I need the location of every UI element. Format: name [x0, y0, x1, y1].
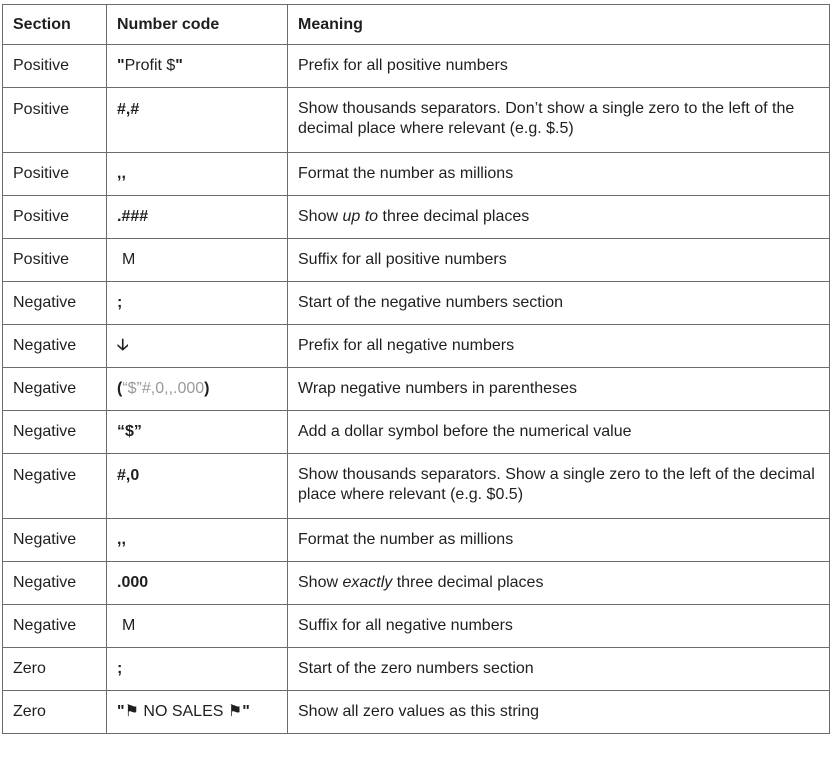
section-cell: Zero: [3, 648, 107, 691]
table-row: [3, 196, 830, 239]
table-row: [3, 325, 830, 368]
meaning-cell: Show all zero values as this string: [288, 691, 830, 734]
table-row: [3, 519, 830, 562]
code-quote-close: ": [175, 57, 183, 74]
section-cell: Negative: [3, 454, 107, 519]
code-cell: “$”: [107, 411, 288, 454]
table-row: [3, 562, 830, 605]
table-row: [3, 605, 830, 648]
number-format-table: [2, 4, 830, 734]
table-row: [3, 153, 830, 196]
section-cell: Negative: [3, 411, 107, 454]
meaning-cell: Add a dollar symbol before the numerical value: [288, 411, 830, 454]
code-text: Profit $: [124, 57, 176, 74]
table-row: [3, 691, 830, 734]
down-arrow-icon: 🡣: [117, 337, 129, 354]
meaning-cell: [288, 562, 830, 605]
section-cell: Negative: [3, 325, 107, 368]
header-section: Section: [3, 5, 107, 45]
code-quote-open: ": [117, 57, 125, 74]
section-cell: Negative: [3, 562, 107, 605]
section-cell: Negative: [3, 519, 107, 562]
header-number-code: Number code: [107, 5, 288, 45]
meaning-cell: Show thousands separators. Show a single zero to the left of the decimal place where relevant (e.g. $0.5): [288, 454, 830, 519]
code-cell: ,,: [107, 153, 288, 196]
meaning-cell: [288, 196, 830, 239]
header-meaning: Meaning: [288, 5, 830, 45]
code-cell: #,0: [107, 454, 288, 519]
meaning-text: Show: [298, 208, 343, 225]
table-row: [3, 88, 830, 153]
code-quote-close: ": [242, 703, 250, 720]
code-cell: [107, 325, 288, 368]
meaning-text: three decimal places: [378, 208, 530, 225]
code-cell: #,#: [107, 88, 288, 153]
table-row: [3, 45, 830, 88]
meaning-cell: Start of the zero numbers section: [288, 648, 830, 691]
code-cell: .###: [107, 196, 288, 239]
table-row: [3, 411, 830, 454]
code-text: “$”#,0,,.000: [122, 380, 205, 397]
table-row: [3, 239, 830, 282]
meaning-cell: Suffix for all negative numbers: [288, 605, 830, 648]
meaning-cell: Prefix for all positive numbers: [288, 45, 830, 88]
section-cell: Negative: [3, 368, 107, 411]
code-cell: .000: [107, 562, 288, 605]
meaning-cell: Start of the negative numbers section: [288, 282, 830, 325]
header-row: [3, 5, 830, 45]
section-cell: Positive: [3, 88, 107, 153]
table-row: [3, 648, 830, 691]
code-cell: ,,: [107, 519, 288, 562]
meaning-cell: Prefix for all negative numbers: [288, 325, 830, 368]
code-cell: M: [107, 239, 288, 282]
section-cell: Positive: [3, 239, 107, 282]
code-cell: M: [107, 605, 288, 648]
code-quote-open: ": [117, 703, 125, 720]
section-cell: Positive: [3, 45, 107, 88]
section-cell: Positive: [3, 153, 107, 196]
meaning-emphasis: exactly: [342, 574, 393, 591]
meaning-cell: Suffix for all positive numbers: [288, 239, 830, 282]
section-cell: Negative: [3, 605, 107, 648]
code-cell: ;: [107, 282, 288, 325]
section-cell: Positive: [3, 196, 107, 239]
section-cell: Negative: [3, 282, 107, 325]
meaning-cell: Show thousands separators. Don’t show a single zero to the left of the decimal place where relevant (e.g. $.5): [288, 88, 830, 153]
meaning-text: Show: [298, 574, 343, 591]
meaning-cell: Wrap negative numbers in parentheses: [288, 368, 830, 411]
table-row: [3, 368, 830, 411]
meaning-text: three decimal places: [392, 574, 544, 591]
code-text: ⚑ NO SALES ⚑: [124, 703, 243, 720]
table-row: [3, 454, 830, 519]
code-paren-open: (: [117, 380, 123, 397]
code-cell: [107, 368, 288, 411]
meaning-cell: Format the number as millions: [288, 519, 830, 562]
section-cell: Zero: [3, 691, 107, 734]
meaning-cell: Format the number as millions: [288, 153, 830, 196]
code-cell: [107, 691, 288, 734]
code-cell: [107, 45, 288, 88]
meaning-emphasis: up to: [342, 208, 379, 225]
table-row: [3, 282, 830, 325]
code-cell: ;: [107, 648, 288, 691]
code-paren-close: ): [204, 380, 210, 397]
